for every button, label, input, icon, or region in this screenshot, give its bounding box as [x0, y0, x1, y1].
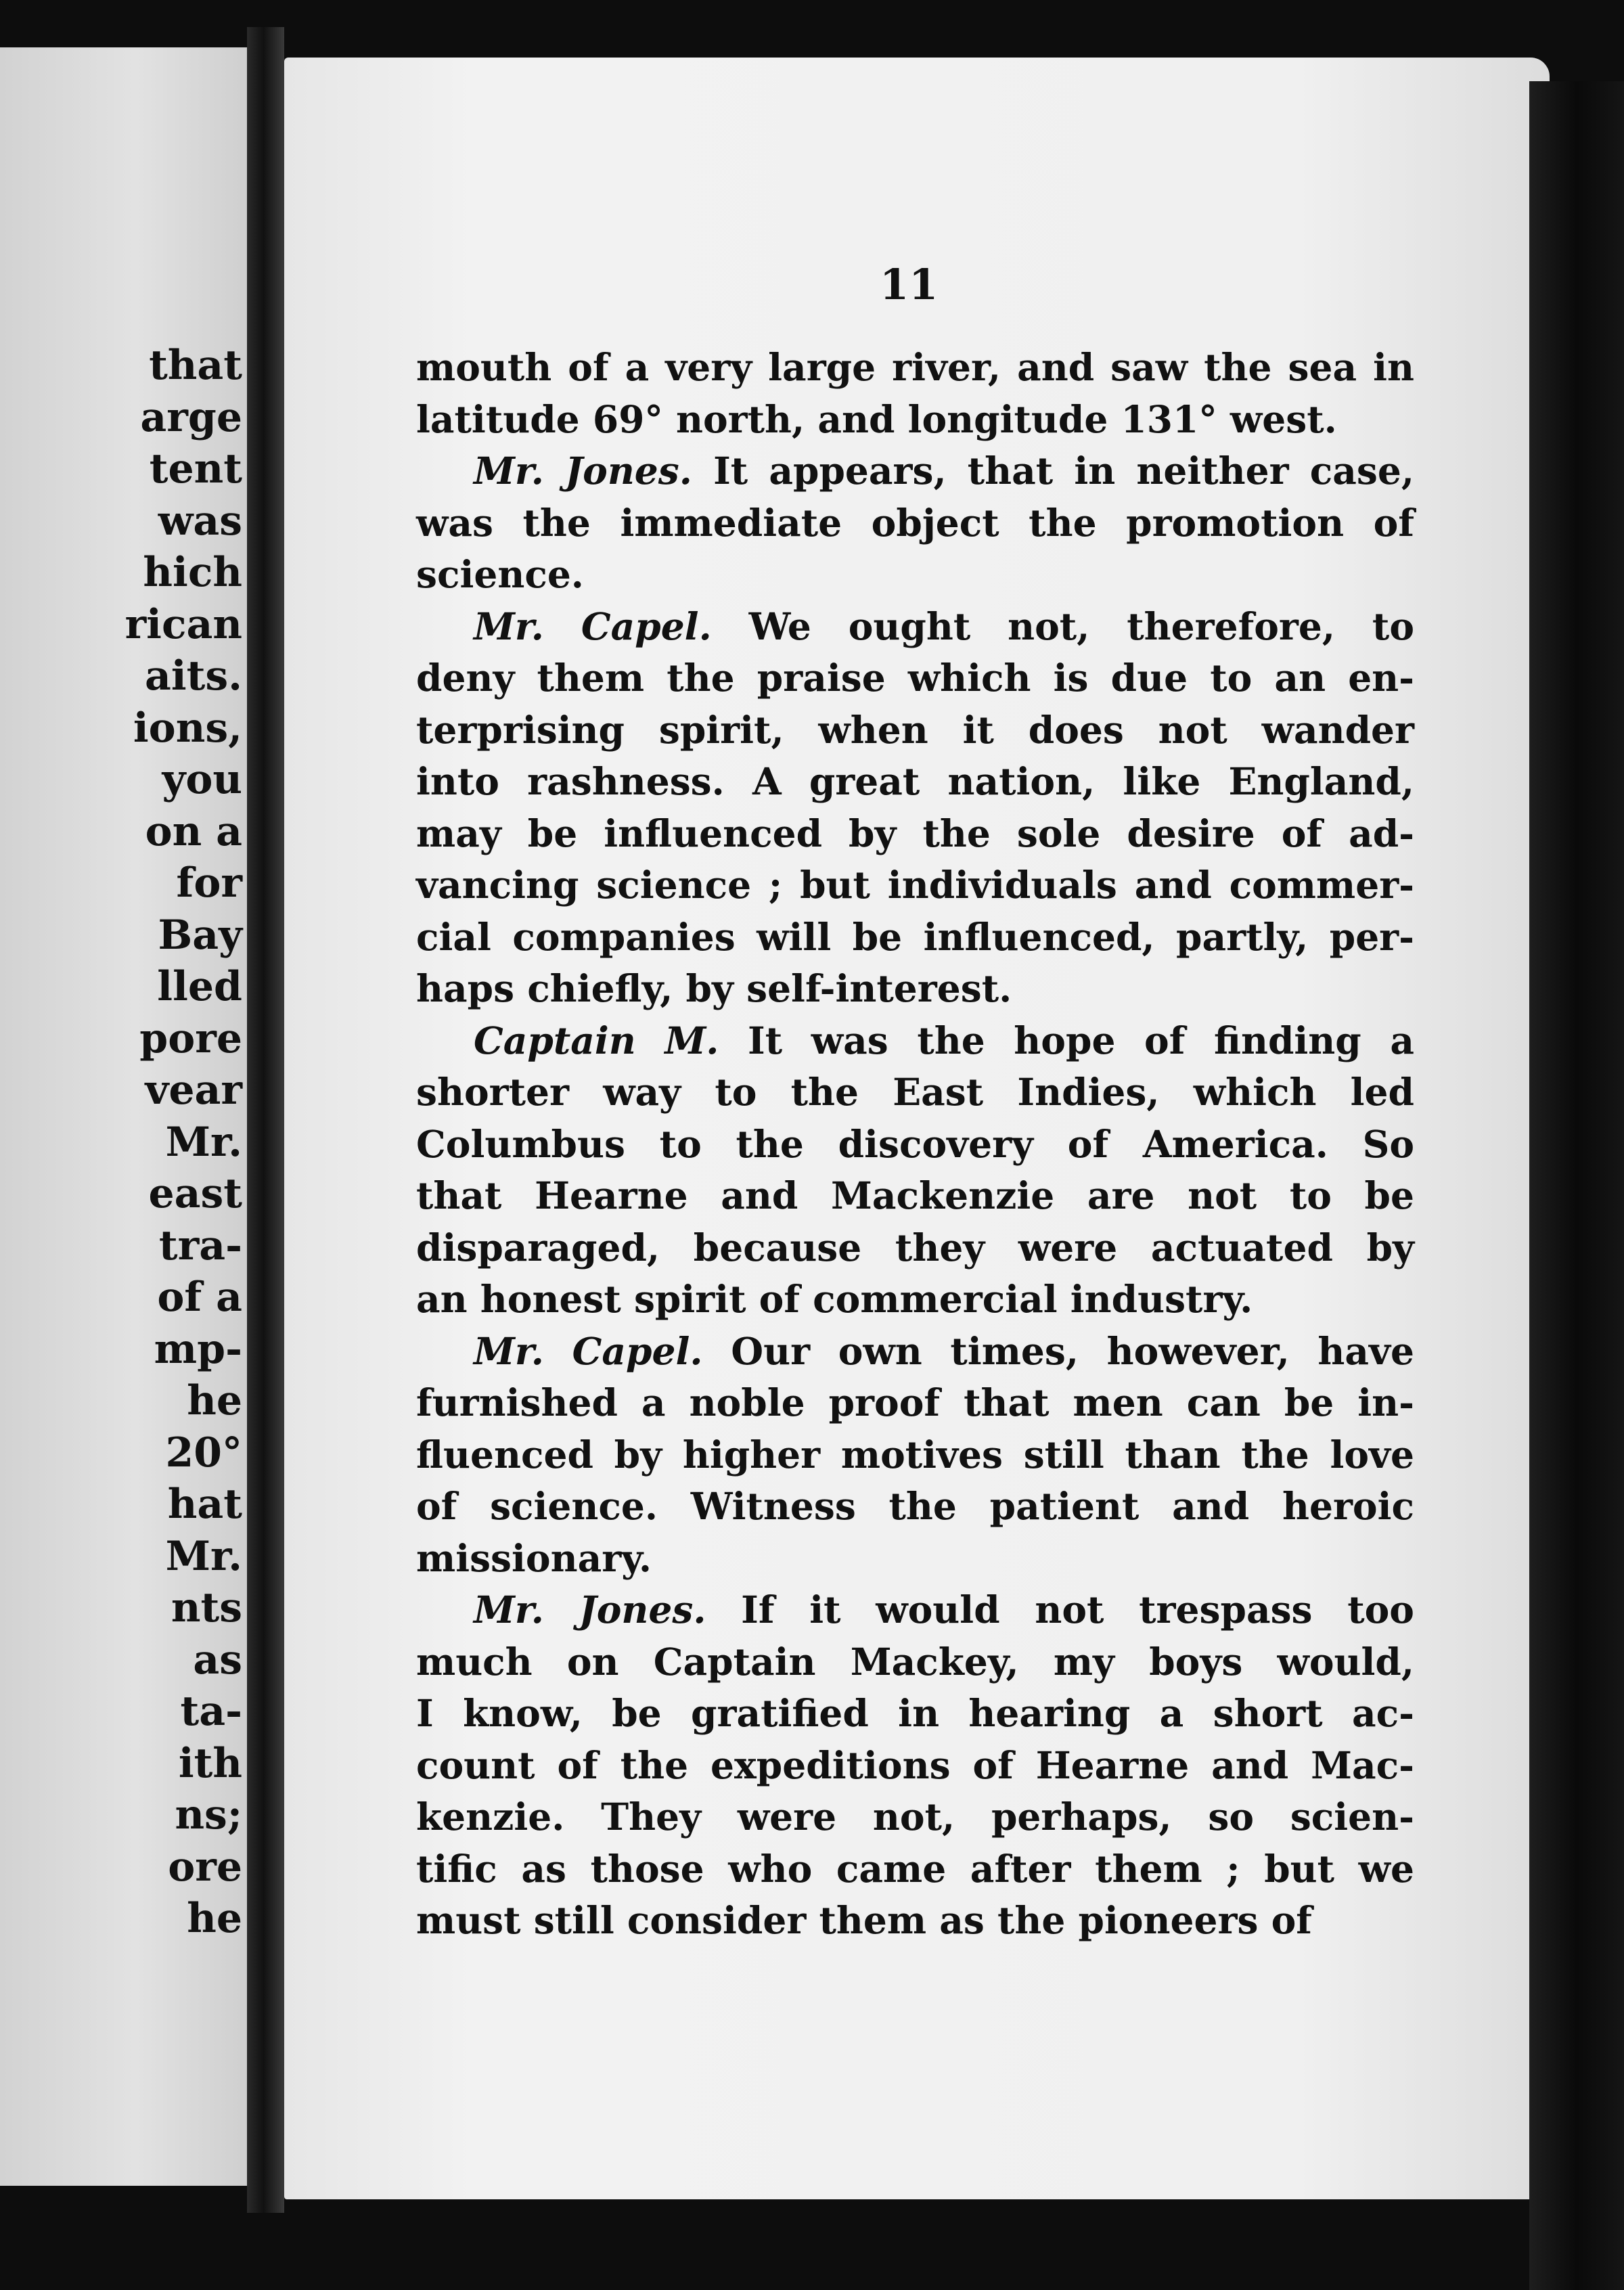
line-text: If it would not trespass too	[706, 1588, 1414, 1632]
line-text: was the immediate object the promotion of	[416, 500, 1414, 545]
page-number: 11	[880, 260, 939, 309]
left-page-line-fragment: ta-	[180, 1688, 242, 1735]
line-text: mouth of a very large river, and saw the sea in	[416, 345, 1414, 389]
left-page-line-fragment: tent	[149, 445, 242, 493]
left-page-line-fragment: for	[176, 859, 242, 907]
left-page-line-fragment: ore	[168, 1843, 242, 1891]
text-line	[416, 1843, 1414, 1895]
text-line	[416, 963, 1414, 1015]
line-text: must still consider them as the pioneers of	[416, 1898, 1312, 1942]
speaker-name: Mr. Jones.	[474, 1588, 706, 1632]
text-line	[416, 1636, 1414, 1688]
left-page-line-fragment: tra-	[158, 1221, 242, 1270]
line-text: that Hearne and Mackenzie are not to be	[416, 1173, 1414, 1217]
text-line	[416, 808, 1414, 860]
text-line	[416, 652, 1414, 704]
line-text: furnished a noble proof that men can be in-	[416, 1380, 1414, 1424]
text-line	[416, 1274, 1414, 1326]
left-page-line-fragment: ith	[178, 1739, 242, 1787]
left-page-line-fragment: aits.	[144, 652, 242, 700]
left-page-line-fragment: Mr.	[165, 1118, 242, 1166]
line-text: kenzie. They were not, perhaps, so scien-	[416, 1795, 1414, 1839]
line-text: It was the hope of finding a	[719, 1018, 1414, 1062]
left-page-line-fragment: of a	[157, 1274, 242, 1321]
text-line	[416, 497, 1414, 549]
line-text: missionary.	[416, 1535, 652, 1580]
text-line	[416, 1533, 1414, 1585]
text-line	[416, 1740, 1414, 1792]
speaker-name: Captain M.	[474, 1018, 719, 1062]
left-page-line-fragment: on a	[145, 807, 242, 855]
left-page-line-fragment: he	[187, 1895, 242, 1942]
text-line	[416, 1015, 1414, 1067]
line-text: I know, be gratified in hearing a short ac-	[416, 1691, 1414, 1735]
left-page-line-fragment: pore	[139, 1014, 242, 1062]
text-line	[416, 912, 1414, 964]
text-line	[416, 859, 1414, 912]
left-page-line-fragment: you	[162, 756, 242, 803]
speaker-name: Mr. Capel.	[474, 1328, 703, 1373]
text-line	[416, 549, 1414, 601]
left-page-line-fragment: was	[158, 497, 242, 545]
left-page-line-fragment: hat	[167, 1481, 242, 1528]
text-line	[416, 1584, 1414, 1636]
line-text: into rashness. A great nation, like England,	[416, 759, 1414, 803]
speaker-name: Mr. Capel.	[474, 604, 712, 648]
line-text: We ought not, therefore, to	[711, 604, 1414, 648]
text-line	[416, 1688, 1414, 1740]
line-text: of science. Witness the patient and heroic	[416, 1484, 1414, 1528]
line-text: tific as those who came after them ; but we	[416, 1846, 1414, 1891]
text-line	[416, 1067, 1414, 1119]
text-line	[416, 342, 1414, 394]
text-line	[416, 394, 1414, 446]
left-page-line-fragment: east	[148, 1170, 242, 1217]
line-text: shorter way to the East Indies, which led	[416, 1070, 1414, 1114]
text-line	[416, 1119, 1414, 1171]
line-text: science.	[416, 552, 584, 596]
left-page-line-fragment: Bay	[158, 911, 242, 959]
left-page-line-fragment: hich	[143, 549, 242, 596]
line-text: deny them the praise which is due to an en-	[416, 656, 1414, 700]
left-page-line-fragment: that	[149, 342, 242, 389]
text-line	[416, 1377, 1414, 1429]
text-line	[416, 1222, 1414, 1274]
line-text: disparaged, because they were actuated by	[416, 1225, 1414, 1270]
line-text: fluenced by higher motives still than the love	[416, 1432, 1414, 1477]
left-page-line-fragment: Mr.	[165, 1532, 242, 1580]
left-page-line-fragment: as	[193, 1636, 242, 1684]
line-text: latitude 69° north, and longitude 131° west.	[416, 397, 1337, 441]
book-gutter	[247, 27, 284, 2213]
left-page-line-fragment: ns;	[175, 1791, 242, 1839]
left-page-line-fragment: mp-	[154, 1325, 242, 1373]
left-page-line-fragment: 20°	[165, 1429, 242, 1477]
text-line	[416, 1791, 1414, 1843]
line-text: vancing science ; but individuals and commer-	[416, 863, 1414, 907]
text-line	[416, 1170, 1414, 1222]
line-text: may be influenced by the sole desire of ad-	[416, 811, 1414, 855]
text-line	[416, 704, 1414, 757]
left-page-line-fragment: arge	[140, 393, 242, 441]
line-text: an honest spirit of commercial industry.	[416, 1277, 1253, 1321]
text-line	[416, 445, 1414, 497]
text-line	[416, 1326, 1414, 1378]
text-line	[416, 601, 1414, 653]
line-text: count of the expeditions of Hearne and Mac-	[416, 1743, 1414, 1787]
left-page-line-fragment: ions,	[133, 704, 242, 752]
left-page-line-fragment: he	[187, 1377, 242, 1424]
book-right-edge	[1529, 81, 1624, 2290]
left-page-line-fragment: rican	[125, 600, 242, 648]
text-line	[416, 1895, 1414, 1947]
line-text: Our own times, however, have	[702, 1328, 1414, 1373]
line-text: Columbus to the discovery of America. So	[416, 1121, 1414, 1166]
speaker-name: Mr. Jones.	[474, 449, 692, 493]
left-page-line-fragment: vear	[145, 1067, 242, 1114]
line-text: terprising spirit, when it does not wander	[416, 707, 1414, 752]
line-text: cial companies will be influenced, partly, per-	[416, 914, 1414, 959]
line-text: It appears, that in neither case,	[692, 449, 1415, 493]
line-text: haps chiefly, by self-interest.	[416, 966, 1012, 1010]
line-text: much on Captain Mackey, my boys would,	[416, 1639, 1414, 1684]
left-page-line-fragment: lled	[157, 963, 242, 1010]
text-line	[416, 1429, 1414, 1481]
left-page-line-fragment: nts	[171, 1584, 242, 1632]
text-line	[416, 1481, 1414, 1533]
text-line	[416, 756, 1414, 808]
page-body-text	[416, 342, 1414, 1947]
